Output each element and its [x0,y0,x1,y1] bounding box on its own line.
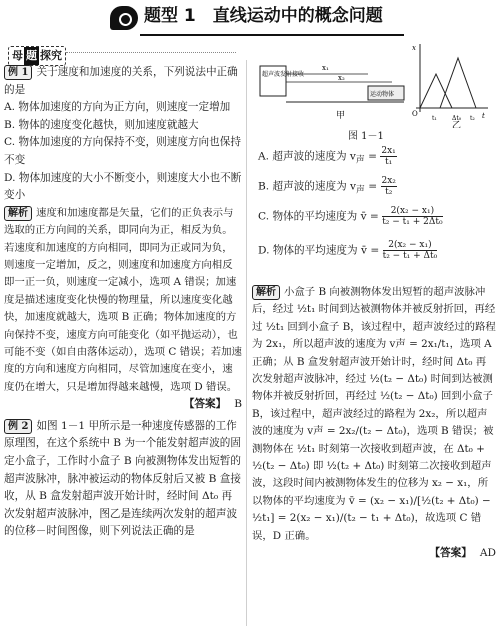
option-c-num: 2(x₂ − x₁) [382,206,442,217]
example2-tag: 例 2 [4,419,32,434]
example2-option-a [258,146,397,170]
option-b-eq: = [364,180,381,193]
example1-question-text: 关于速度和加速度的关系，下列说法中正确的是 [4,66,238,96]
figure-1-1 [256,36,492,128]
example2-analysis-block [252,284,496,563]
graph-t1-label: t₁ [432,115,437,122]
example2-analysis-text: 小盒子 B 向被测物体发出短暂的超声波脉冲后，经过 ½t₁ 时间到达被测物体并被反射折回，再经过 ½t₁ 回到小盒子 B，该过程中，超声波经过的路程为 2x₁，所以超声波的速度为 v声 = 2x₁/t₁，选项 A 正确；从 B 盒发射超声波开始计时，经时间 Δt₀ 再次发射超声波脉冲，经过 ½(t₂ − Δt₀) 时间到达被测物体并被反射折回，再经过 ½(t₂ − Δt₀) 回到小盒子 B，该过程中，超声波经过的路程为 2x₂，所以超声波的速度为 v声 = 2x₂/(t₂ − Δt₀)，选项 B 错误；被测物体在 ½t₁ 时刻第一次接收到超声波，在 Δt₀ + ½(t₂ − Δt₀) 即 ½(t₂ + Δt₀) 时刻第二次接收到超声波，这段时间内被测物体发生的位移为 x₂ − x₁，所以物体的平均速度为 v̄ = (x₂ − x₁)/[½(t₂ + Δt₀) − ½t₁] = 2(x₂ − x₁)/(t₂ − t₁ + Δt₀)，故选项 C 错误，D 正确。 [252,286,496,542]
option-d-den: t₂ − t₁ + Δt₀ [382,251,438,261]
option-b-den: t₂ [385,187,393,197]
example1-answer-value: B [234,398,242,411]
section-label-suffix: 探究 [40,49,62,62]
example2-option-c [258,206,443,227]
option-b-num: 2x₂ [381,176,396,186]
ultrasonic-box-label: 超声波发射接收 [262,71,305,78]
example2-option-d [258,240,437,261]
example1-analysis-text: 速度和加速度都是矢量，它们的正负表示与选取的正方向间的关系，即同向为正，相反为负。若速度和加速度的方向相同，即同为正或同为负，则速度一定增加，反之，则速度和加速度方向相反即一正一负，则速度一定减小，选项 A 错误；加速度是描述速度变化快慢的物理量，所以速度变化越快，加速度就越大，选项 B 正确；物体加速度的方向保持不变，速度方向可能变化（如平抛运动），也可能不变（如自由落体运动），选项 C 错误；若加速度的方向和速度方向相同，尽管加速度在变小，速度仍在增大，只是增加得越来越慢，选项 D 错误。 [4,206,242,393]
option-d-num: 2(x₂ − x₁) [383,240,438,251]
example1-option-c: C. 物体加速度的方向保持不变，则速度方向也保持不变 [4,136,241,166]
example2-question-text: 如图 1－1 甲所示是一种速度传感器的工作原理图，在这个系统中 B 为一个能发射超声波的固定小盒子，工作时小盒子 B 向被测物体发出短暂的超声波脉冲，脉冲被运动的物体反射后又被 B 盒接收，从 B 盒发射超声波开始计时，经时间 Δt₀ 再次发射超声波脉冲，图乙是连续两次发射的超声波的位移－时间图像，则下列说法正确的是 [4,419,241,538]
example2-analysis [252,284,496,545]
option-a-den: t₁ [384,157,393,167]
second-pulse-line [440,58,476,108]
option-a-eq: = [364,150,381,163]
figure-right-label: 乙 [452,121,462,128]
example2-analysis-tag: 解析 [252,285,280,300]
graph-t-axis-label: t [482,112,485,120]
option-d-lead: D. 物体的平均速度为 v̄ = [258,244,383,257]
graph-t2-label: t₂ [470,115,475,122]
option-b-lead: B. 超声波的速度为 v [258,180,357,193]
example2-answer-value: AD [479,547,496,560]
chapter-logo-icon [110,6,138,30]
option-c-lead: C. 物体的平均速度为 v̄ = [258,210,383,223]
moving-object-label: 运动物体 [370,91,395,98]
column-divider [246,60,247,626]
x1-label: x₁ [322,64,329,72]
option-a-sub: 声 [355,155,365,166]
section-dotted-rule [66,52,236,53]
option-a-fraction [380,146,396,167]
example1-answer-label: 【答案】 [183,398,227,411]
option-a-num: 2x₁ [381,146,396,156]
option-c-fraction [382,206,442,227]
example1-question [4,64,242,99]
option-b-sub: 声 [356,185,365,196]
first-pulse-line [420,74,452,108]
figure-right-graph [412,44,488,128]
x2-label: x₂ [338,74,345,82]
example1-option-b: B. 物体的速度变化越快，则加速度就越大 [4,118,199,131]
example1-analysis [4,205,242,396]
graph-dt0-label: Δt₀ [452,115,462,122]
example2-answer [429,545,496,563]
example1-option-d: D. 物体加速度的大小不断变小，则速度大小也不断变小 [4,171,242,202]
example1-tag: 例 1 [4,65,32,80]
option-d-fraction [383,240,438,261]
example2-question [4,418,242,541]
example1-answer-row [4,396,242,414]
section-label [8,46,66,66]
chapter-title-bar [110,4,400,36]
example2-answer-label: 【答案】 [429,547,472,560]
figure-left-apparatus [260,64,404,121]
example1-answer [184,396,242,414]
graph-origin-label: O [412,110,418,118]
chapter-title: 题型 1 直线运动中的概念问题 [144,6,383,26]
figure-caption: 图 1－1 [348,131,384,142]
section-label-prefix: 母 [12,49,23,62]
option-b-fraction [381,176,397,197]
example2-answer-row [252,545,496,563]
example1-analysis-tag: 解析 [4,206,32,221]
left-column [4,64,242,541]
example1-option-a: A. 物体加速度的方向为正方向，则速度一定增加 [4,101,231,114]
figure-left-label: 甲 [336,111,346,121]
section-label-highlight: 题 [24,47,39,65]
example2-option-b [258,176,397,200]
graph-x-axis-label: x [412,44,416,52]
option-a-lead: A. 超声波的速度为 v [258,150,356,163]
option-c-den: t₂ − t₁ + 2Δt₀ [382,217,443,227]
